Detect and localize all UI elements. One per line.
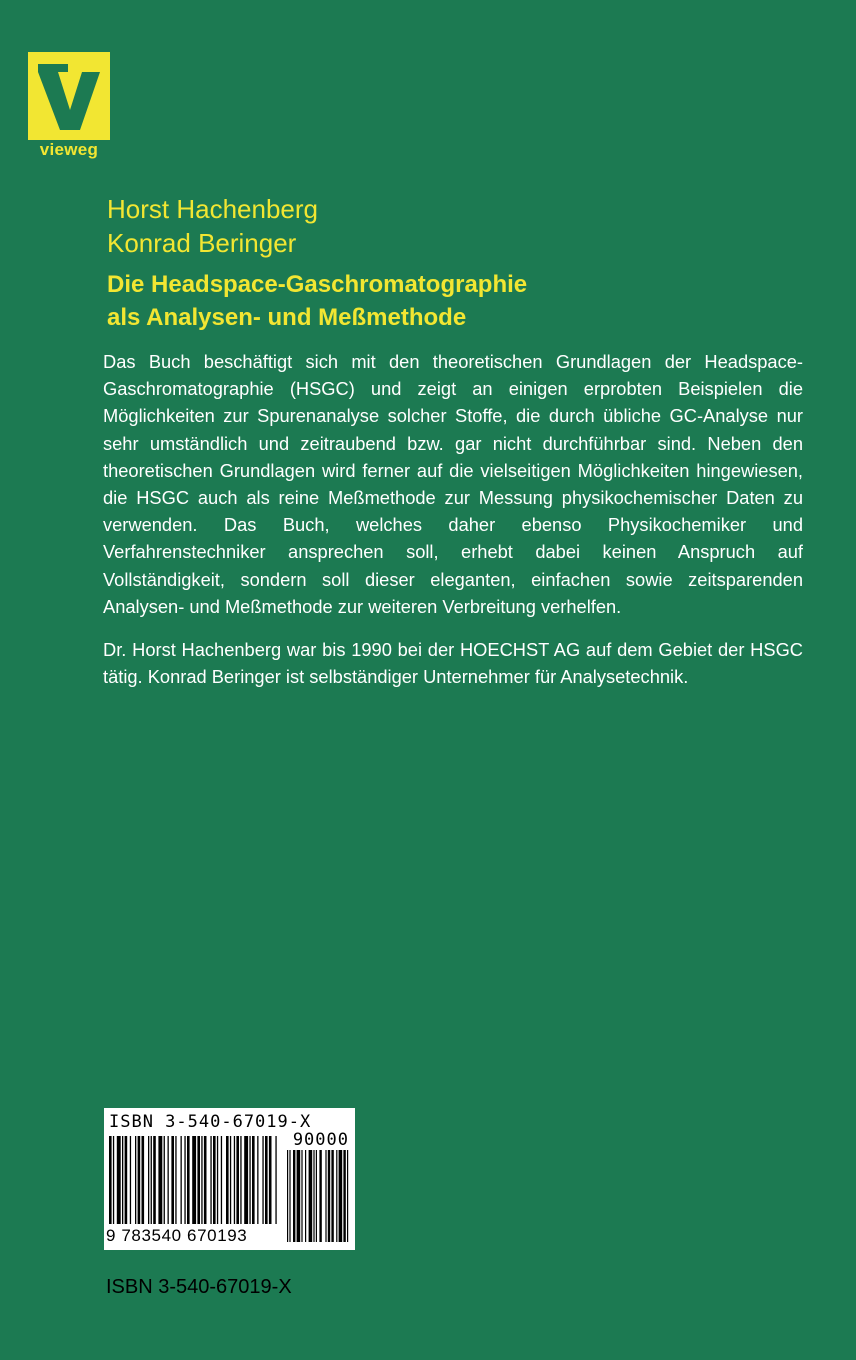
author-list bbox=[107, 192, 318, 260]
book-title bbox=[107, 268, 527, 334]
barcode bbox=[104, 1108, 355, 1250]
vieweg-wordmark: vieweg bbox=[39, 140, 99, 159]
barcode-isbn-label: ISBN 3-540-67019-X bbox=[109, 1112, 312, 1132]
book-description bbox=[103, 348, 803, 706]
title-line: als Analysen- und Meßmethode bbox=[107, 304, 467, 331]
vieweg-mark-icon bbox=[28, 52, 110, 140]
isbn-text: ISBN 3-540-67019-X bbox=[106, 1276, 292, 1298]
author-name: Konrad Beringer bbox=[107, 228, 297, 258]
title-line: Die Headspace-Gaschromatographie bbox=[107, 271, 528, 298]
barcode-ean-number: 9 783540 670193 bbox=[104, 1226, 281, 1246]
author-name: Horst Hachenberg bbox=[107, 194, 318, 224]
vieweg-logo bbox=[28, 52, 110, 164]
author-bio-paragraph: Dr. Horst Hachenberg war bis 1990 bei der HOECHST AG auf dem Gebiet der HSGC tätig. Konrad Beringer ist selbständiger Unternehmer für Analysetechnik. bbox=[103, 639, 803, 688]
barcode-addon-number: 90000 bbox=[292, 1130, 349, 1150]
description-paragraph: Das Buch beschäftigt sich mit den theoretischen Grundlagen der Headspace-Gaschromatographie (HSGC) und zeigt an einigen erprobten Beispielen die Möglichkeiten zur Spurenanalyse solcher Stoffe, die durch übliche GC-Analyse nur sehr umständlich und zeitraubend bzw. gar nicht durchführbar sind. Neben den theoretischen Grundlagen wird ferner auf die vielseitigen Möglichkeiten hingewiesen, die HSGC auch als reine Meßmethode zur Messung physikochemischer Daten zu verwenden. Das Buch, welches daher ebenso Physikochemiker und Verfahrenstechniker ansprechen soll, erhebt dabei keinen Anspruch auf Vollständigkeit, sondern soll dieser eleganten, einfachen sowie zeitsparenden Analysen- und Meßmethode zur weiteren Verbreitung verhelfen. bbox=[103, 351, 803, 617]
